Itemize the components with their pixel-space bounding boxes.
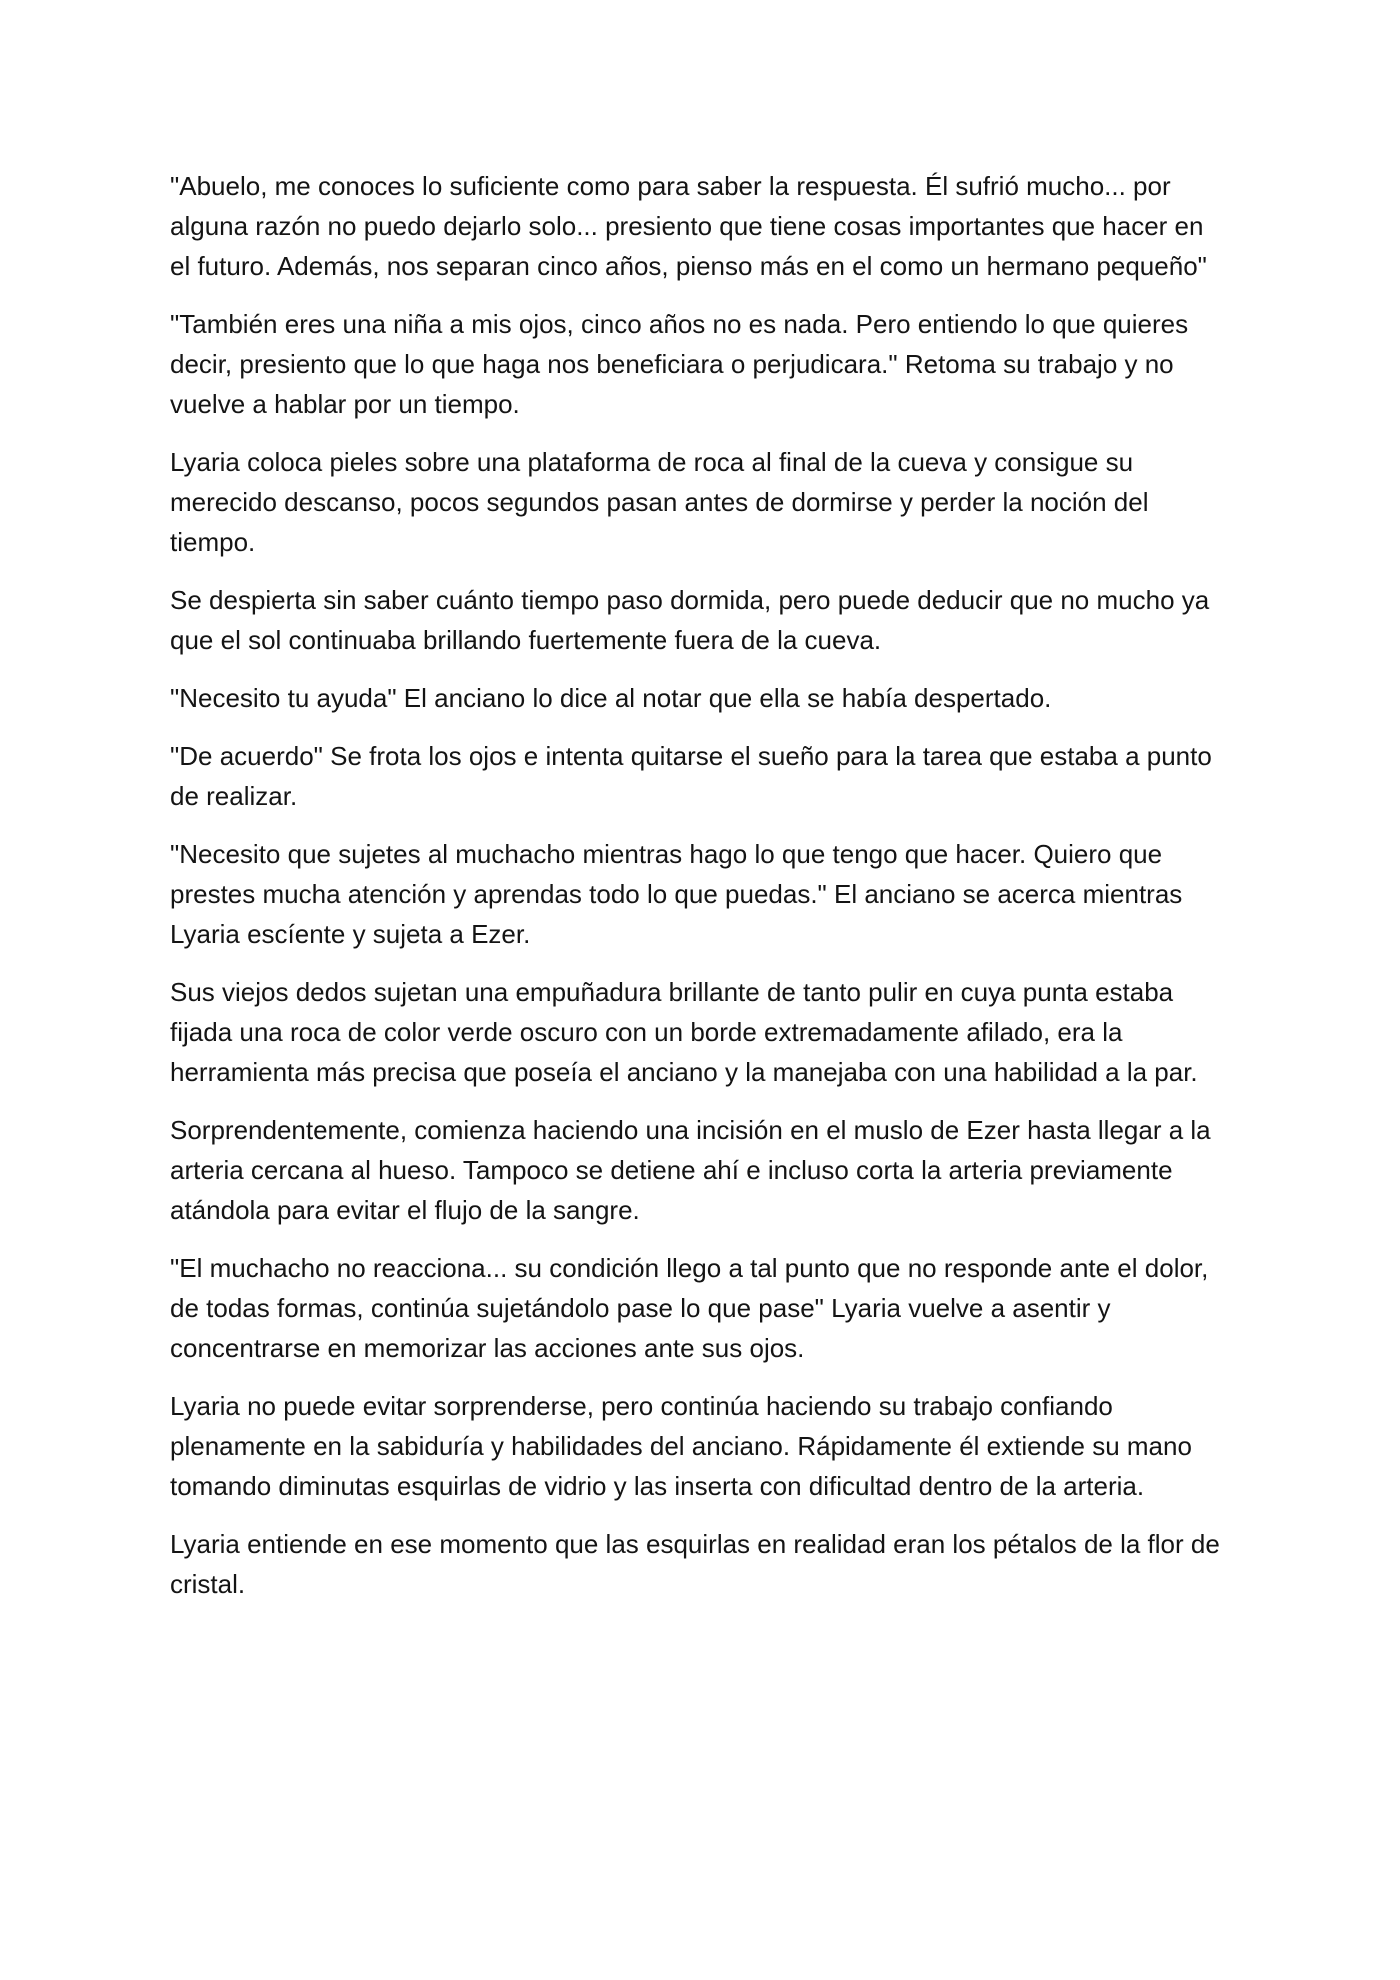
paragraph-12: Lyaria entiende en ese momento que las esquirlas en realidad eran los pétalos de la flor de cristal. xyxy=(170,1529,1220,1599)
document-body xyxy=(170,166,1230,1622)
paragraph-10: "El muchacho no reacciona... su condición llego a tal punto que no responde ante el dolor, de todas formas, continúa sujetándolo pase lo que pase" Lyaria vuelve a asentir y concentrarse en memorizar las acciones ante sus ojos. xyxy=(170,1253,1209,1363)
paragraph-2: "También eres una niña a mis ojos, cinco años no es nada. Pero entiendo lo que quieres decir, presiento que lo que haga nos beneficiara o perjudicara." Retoma su trabajo y no vuelve a hablar por un tiempo. xyxy=(170,309,1189,419)
paragraph-3: Lyaria coloca pieles sobre una plataforma de roca al final de la cueva y consigue su merecido descanso, pocos segundos pasan antes de dormirse y perder la noción del tiempo. xyxy=(170,447,1149,557)
paragraph-1: "Abuelo, me conoces lo suficiente como para saber la respuesta. Él sufrió mucho... por alguna razón no puedo dejarlo solo... presiento que tiene cosas importantes que hacer en el futuro. Además, nos separan cinco años, pienso más en el como un hermano pequeño" xyxy=(170,171,1207,281)
paragraph-11: Lyaria no puede evitar sorprenderse, pero continúa haciendo su trabajo confiando plenamente en la sabiduría y habilidades del anciano. Rápidamente él extiende su mano tomando diminutas esquirlas de vidrio y las inserta con dificultad dentro de la arteria. xyxy=(170,1391,1192,1501)
paragraph-4: Se despierta sin saber cuánto tiempo paso dormida, pero puede deducir que no mucho ya que el sol continuaba brillando fuertemente fuera de la cueva. xyxy=(170,585,1210,655)
paragraph-7: "Necesito que sujetes al muchacho mientras hago lo que tengo que hacer. Quiero que prestes mucha atención y aprendas todo lo que puedas." El anciano se acerca mientras Lyaria escíente y sujeta a Ezer. xyxy=(170,839,1183,949)
paragraph-5: "Necesito tu ayuda" El anciano lo dice al notar que ella se había despertado. xyxy=(170,683,1052,713)
paragraph-9: Sorprendentemente, comienza haciendo una incisión en el muslo de Ezer hasta llegar a la arteria cercana al hueso. Tampoco se detiene ahí e incluso corta la arteria previamente atándola para evitar el flujo de la sangre. xyxy=(170,1115,1211,1225)
paragraph-8: Sus viejos dedos sujetan una empuñadura brillante de tanto pulir en cuya punta estaba fijada una roca de color verde oscuro con un borde extremadamente afilado, era la herramienta más precisa que poseía el anciano y la manejaba con una habilidad a la par. xyxy=(170,977,1198,1087)
paragraph-6: "De acuerdo" Se frota los ojos e intenta quitarse el sueño para la tarea que estaba a punto de realizar. xyxy=(170,741,1212,811)
